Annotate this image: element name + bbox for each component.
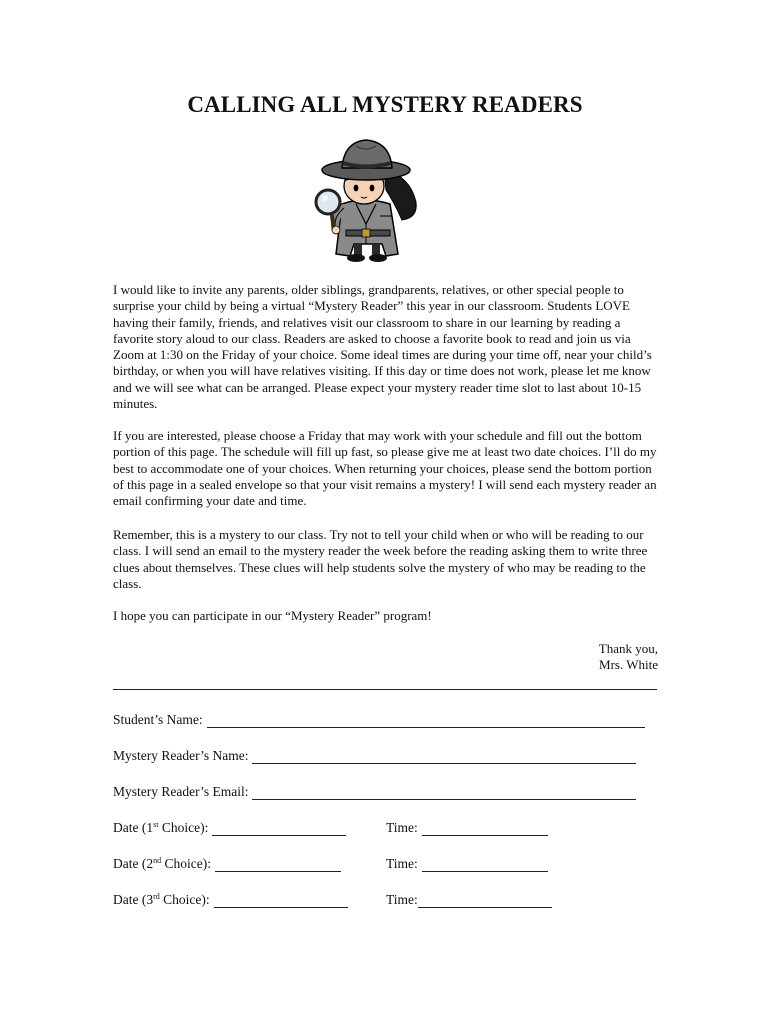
student-name-field[interactable] — [207, 713, 645, 728]
date1-field[interactable] — [212, 821, 346, 836]
time3-label: Time: — [386, 892, 418, 907]
reader-email-label: Mystery Reader’s Email: — [113, 784, 249, 799]
reminder-paragraph: Remember, this is a mystery to our class. Try not to tell your child when or who will be reading to our class. I will send an email to the mystery reader the week before the reading asking them to write three clues about themselves. These clues will help students solve the mystery of who may be reading to the class. — [113, 527, 648, 591]
date1-row — [113, 816, 346, 836]
time1-row — [386, 816, 548, 836]
time2-field[interactable] — [422, 857, 548, 872]
reader-email-row — [113, 780, 636, 800]
date3-field[interactable] — [214, 893, 348, 908]
closing-paragraph: I hope you can participate in our “Mystery Reader” program! — [113, 608, 432, 623]
date3-row — [113, 888, 348, 908]
time1-label: Time: — [386, 820, 418, 835]
cut-line-divider — [113, 689, 657, 690]
signoff-name: Mrs. White — [599, 657, 658, 673]
signoff-thanks: Thank you, — [598, 641, 658, 656]
date1-label: Date (1st Choice): — [113, 820, 209, 835]
reader-name-row — [113, 744, 636, 764]
time2-label: Time: — [386, 856, 418, 871]
student-name-row — [113, 708, 645, 728]
date2-label: Date (2nd Choice): — [113, 856, 211, 871]
time2-row — [386, 852, 548, 872]
reader-email-field[interactable] — [252, 785, 636, 800]
date2-field[interactable] — [215, 857, 341, 872]
time3-row — [386, 888, 552, 908]
date2-row — [113, 852, 341, 872]
date3-label: Date (3rd Choice): — [113, 892, 210, 907]
student-name-label: Student’s Name: — [113, 712, 203, 727]
reader-name-field[interactable] — [252, 749, 636, 764]
reader-name-label: Mystery Reader’s Name: — [113, 748, 249, 763]
time1-field[interactable] — [422, 821, 548, 836]
page-title: CALLING ALL MYSTERY READERS — [187, 92, 583, 117]
detective-girl-icon — [306, 132, 424, 264]
time3-field[interactable] — [418, 893, 552, 908]
instructions-paragraph: If you are interested, please choose a Friday that may work with your schedule and fill out the bottom portion of this page. The schedule will fill up fast, so please give me at least two date choices. I’ll do my best to accommodate one of your choices. When returning your choices, please send the bottom portion of this page in a sealed envelope so that your visit remains a mystery! I will send each mystery reader an email confirming your date and time. — [113, 428, 657, 509]
intro-paragraph: I would like to invite any parents, older siblings, grandparents, relatives, or other special people to surprise your child by being a virtual “Mystery Reader” this year in our classroom. Students LOVE having their family, friends, and relatives visit our classroom to share in our learning by reading a favorite story aloud to our class. Readers are asked to choose a favorite book to read and join us via Zoom at 1:30 on the Friday of your choice. Some ideal times are during your time off, near your child’s birthday, or when you will have relatives visiting. If this day or time does not work, please let me know and we will see what can be arranged. Please expect your mystery reader time slot to last about 10-15 minutes. — [113, 282, 652, 412]
signoff — [599, 641, 658, 674]
